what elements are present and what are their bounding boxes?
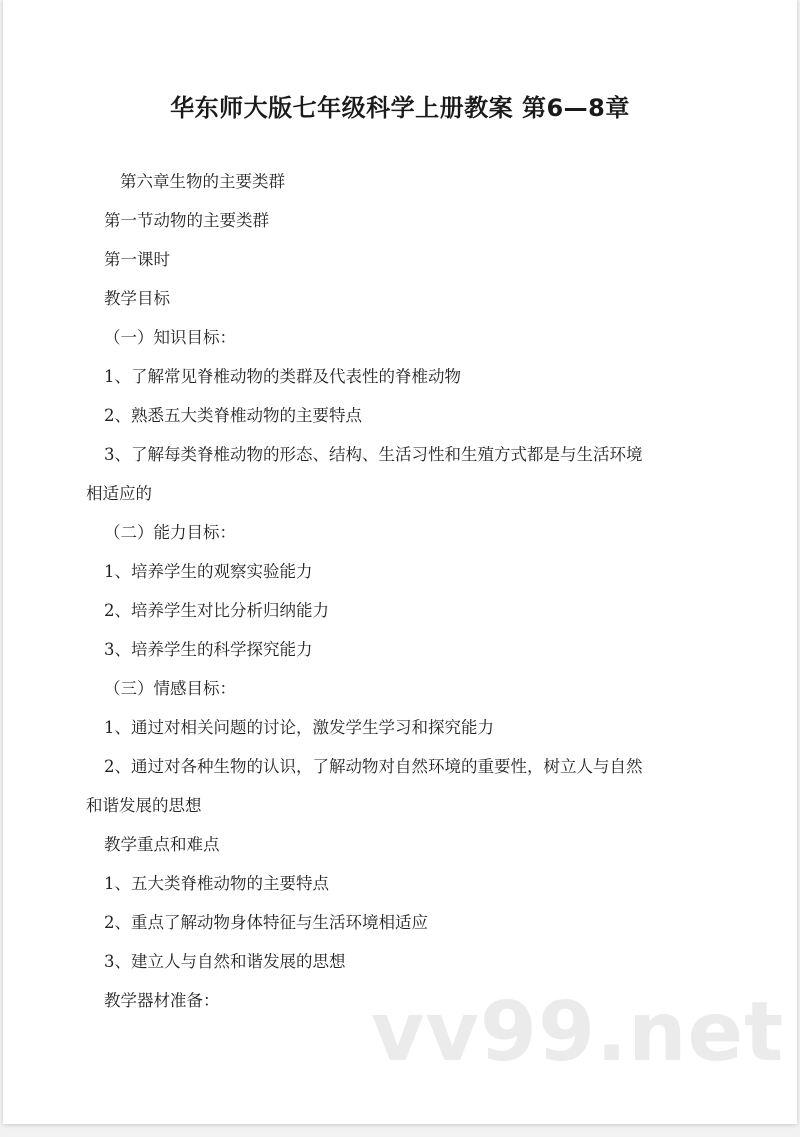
paragraph-line: 2、重点了解动物身体特征与生活环境相适应 <box>104 913 428 932</box>
paragraph-line: 1、培养学生的观察实验能力 <box>104 562 313 581</box>
paragraph-line: 2、培养学生对比分析归纳能力 <box>104 601 329 620</box>
paragraph-line: 1、通过对相关问题的讨论，激发学生学习和探究能力 <box>104 718 494 737</box>
paragraph-line: 1、五大类脊椎动物的主要特点 <box>104 874 329 893</box>
paragraph-line: 教学器材准备： <box>104 991 220 1010</box>
paragraph-line: 3、建立人与自然和谐发展的思想 <box>104 952 346 971</box>
lesson-heading: 第一课时 <box>104 250 170 269</box>
paragraph-line: 3、培养学生的科学探究能力 <box>104 640 313 659</box>
document-page <box>3 0 797 1124</box>
chapter-heading: 第六章生物的主要类群 <box>120 172 285 191</box>
paragraph-line: 教学重点和难点 <box>104 835 220 854</box>
paragraph-line: 和谐发展的思想 <box>86 796 202 815</box>
paragraph-line: 相适应的 <box>86 484 152 503</box>
watermark: vv99.net <box>371 985 785 1080</box>
paragraph-line: 2、熟悉五大类脊椎动物的主要特点 <box>104 406 362 425</box>
paragraph-line: （二）能力目标： <box>104 523 236 542</box>
paragraph-line: 3、了解每类脊椎动物的形态、结构、生活习性和生殖方式都是与生活环境 <box>104 445 643 464</box>
section-heading: 第一节动物的主要类群 <box>104 211 269 230</box>
paragraph-line: 1、了解常见脊椎动物的类群及代表性的脊椎动物 <box>104 367 461 386</box>
paragraph-line: （三）情感目标： <box>104 679 236 698</box>
paragraph-line: 2、通过对各种生物的认识，了解动物对自然环境的重要性，树立人与自然 <box>104 757 643 776</box>
paragraph-line: 教学目标 <box>104 289 170 308</box>
document-title: 华东师大版七年级科学上册教案 第6—8章 <box>170 94 630 122</box>
paragraph-line: （一）知识目标： <box>104 328 236 347</box>
